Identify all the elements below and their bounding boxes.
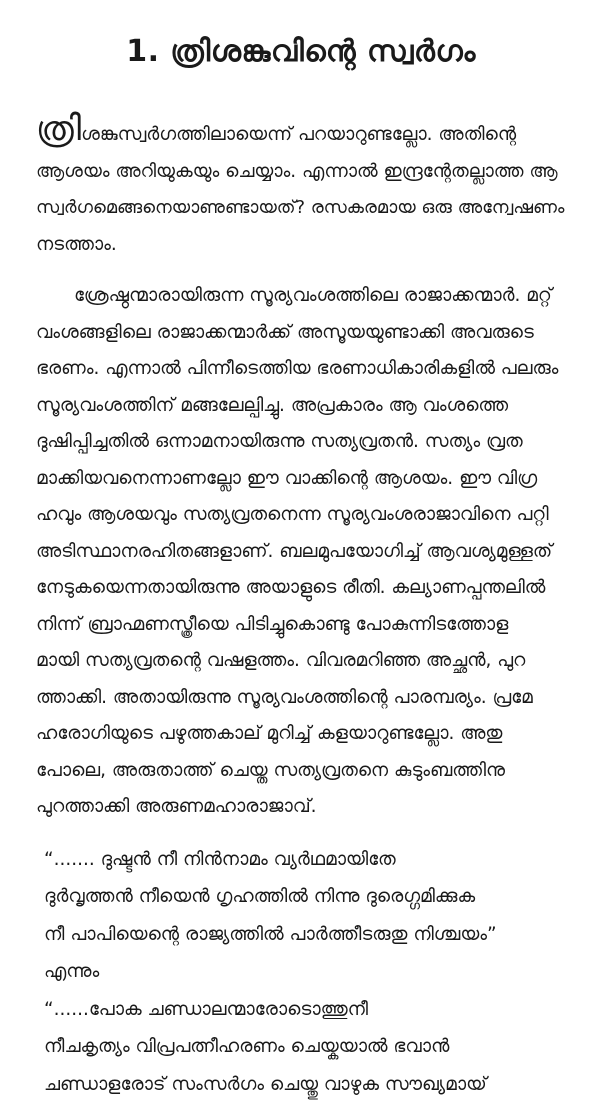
- paragraph-2: [36, 278, 566, 826]
- verse-line: ദുർവൃത്തൻ നീയെൻ ഗൃഹത്തിൽ നിന്നു ദുരെഗ്ഗമിക്കുക: [44, 878, 566, 916]
- paragraph-line: മാക്കിയവനെന്നാണല്ലോ ഈ വാക്കിന്റെ ആശയം. ഈ വിഗ്ര: [36, 461, 566, 498]
- paragraph-line: മായി സത്യവ്രതന്റെ വഷളത്തം. വിവരമറിഞ്ഞ അച്ഛൻ, പുറ: [36, 643, 566, 680]
- paragraph-line: ത്താക്കി. അതായിരുന്നു സൂര്യവംശത്തിന്റെ പാരമ്പര്യം. പ്രമേ: [36, 680, 566, 717]
- chapter-title: 1. ത്രിശങ്കുവിന്റെ സ്വർഗം: [36, 34, 566, 70]
- drop-cap: ത്രി: [36, 109, 81, 149]
- paragraph-line: പുറത്താക്കി അരുണമഹാരാജാവ്.: [36, 789, 566, 826]
- verse-quote-1: [36, 841, 566, 991]
- paragraph-line: നിന്ന് ബ്രാഹ്മണസ്ത്രീയെ പിടിച്ചുകൊണ്ടു പോകുന്നിടത്തോള: [36, 607, 566, 644]
- verse-line: “......പോക ചണ്ഡാലന്മാരോടൊത്തുനീ: [44, 991, 566, 1029]
- paragraph-line: ഭരണം. എന്നാൽ പിന്നീടെത്തിയ ഭരണാധികാരികളിൽ പലരും: [36, 351, 566, 388]
- verse-line: ചണ്ഡാളരോട് സംസർഗം ചെയ്തു വാഴുക സൗഖ്യമായ്: [44, 1066, 566, 1103]
- paragraph-line: സ്വർഗമെങ്ങനെയാണുണ്ടായത്? രസകരമായ ഒരു അന്വേഷണം: [36, 190, 566, 227]
- paragraph-line: [36, 114, 566, 154]
- paragraph-line: വംശങ്ങളിലെ രാജാക്കന്മാർക്ക് അസൂയയുണ്ടാക്കി അവരുടെ: [36, 315, 566, 352]
- paragraph-line: നേടുകയെന്നതായിരുന്നു അയാളുടെ രീതി. കല്യാണപ്പന്തലിൽ: [36, 570, 566, 607]
- paragraph-line: ദുഷിപ്പിച്ചതിൽ ഒന്നാമനായിരുന്നു സത്യവ്രതൻ. സത്യം വ്രത: [36, 424, 566, 461]
- paragraph-line: ആശയം അറിയുകയും ചെയ്യാം. എന്നാൽ ഇന്ദ്രന്റേതല്ലാത്ത ആ: [36, 154, 566, 191]
- paragraph-text: ശങ്കുസ്വർഗത്തിലായെന്ന് പറയാറുണ്ടല്ലോ. അതിന്റെ: [81, 124, 516, 145]
- paragraph-1: [36, 114, 566, 263]
- verse-line: നീചകൃത്യം വിപ്രപത്നീഹരണം ചെയ്കയാൽ ഭവാൻ: [44, 1028, 566, 1066]
- verse-line: നീ പാപിയെന്റെ രാജ്യത്തിൽ പാർത്തീടരുതു നിശ്ചയം”: [44, 916, 566, 954]
- verse-line: “....... ദുഷ്ടൻ നീ നിൻനാമം വ്യർഥമായിതേ: [44, 841, 566, 879]
- paragraph-line: സൂര്യവംശത്തിന് മങ്ങലേല്പിച്ചു. അപ്രകാരം ആ വംശത്തെ: [36, 388, 566, 425]
- paragraph-line: അടിസ്ഥാനരഹിതങ്ങളാണ്. ബലമുപയോഗിച്ച് ആവശ്യമുള്ളത്: [36, 534, 566, 571]
- paragraph-line: പോലെ, അരുതാത്ത് ചെയ്ത സത്യവ്രതനെ കുടുംബത്തിനു: [36, 753, 566, 790]
- paragraph-line: ഹരോഗിയുടെ പഴുത്തകാല് മുറിച്ച് കളയാറുണ്ടല്ലോ. അതു: [36, 716, 566, 753]
- verse-connector: എന്നും: [44, 953, 566, 991]
- paragraph-line: നടത്താം.: [36, 227, 566, 264]
- paragraph-line: ഹവും ആശയവും സത്യവ്രതനെന്ന സൂര്യവംശരാജാവിനെ പറ്റി: [36, 497, 566, 534]
- verse-quote-2: [36, 991, 566, 1103]
- paragraph-line: ശ്രേഷ്ഠന്മാരായിരുന്ന സൂര്യവംശത്തിലെ രാജാക്കന്മാർ. മറ്റ്: [36, 278, 566, 315]
